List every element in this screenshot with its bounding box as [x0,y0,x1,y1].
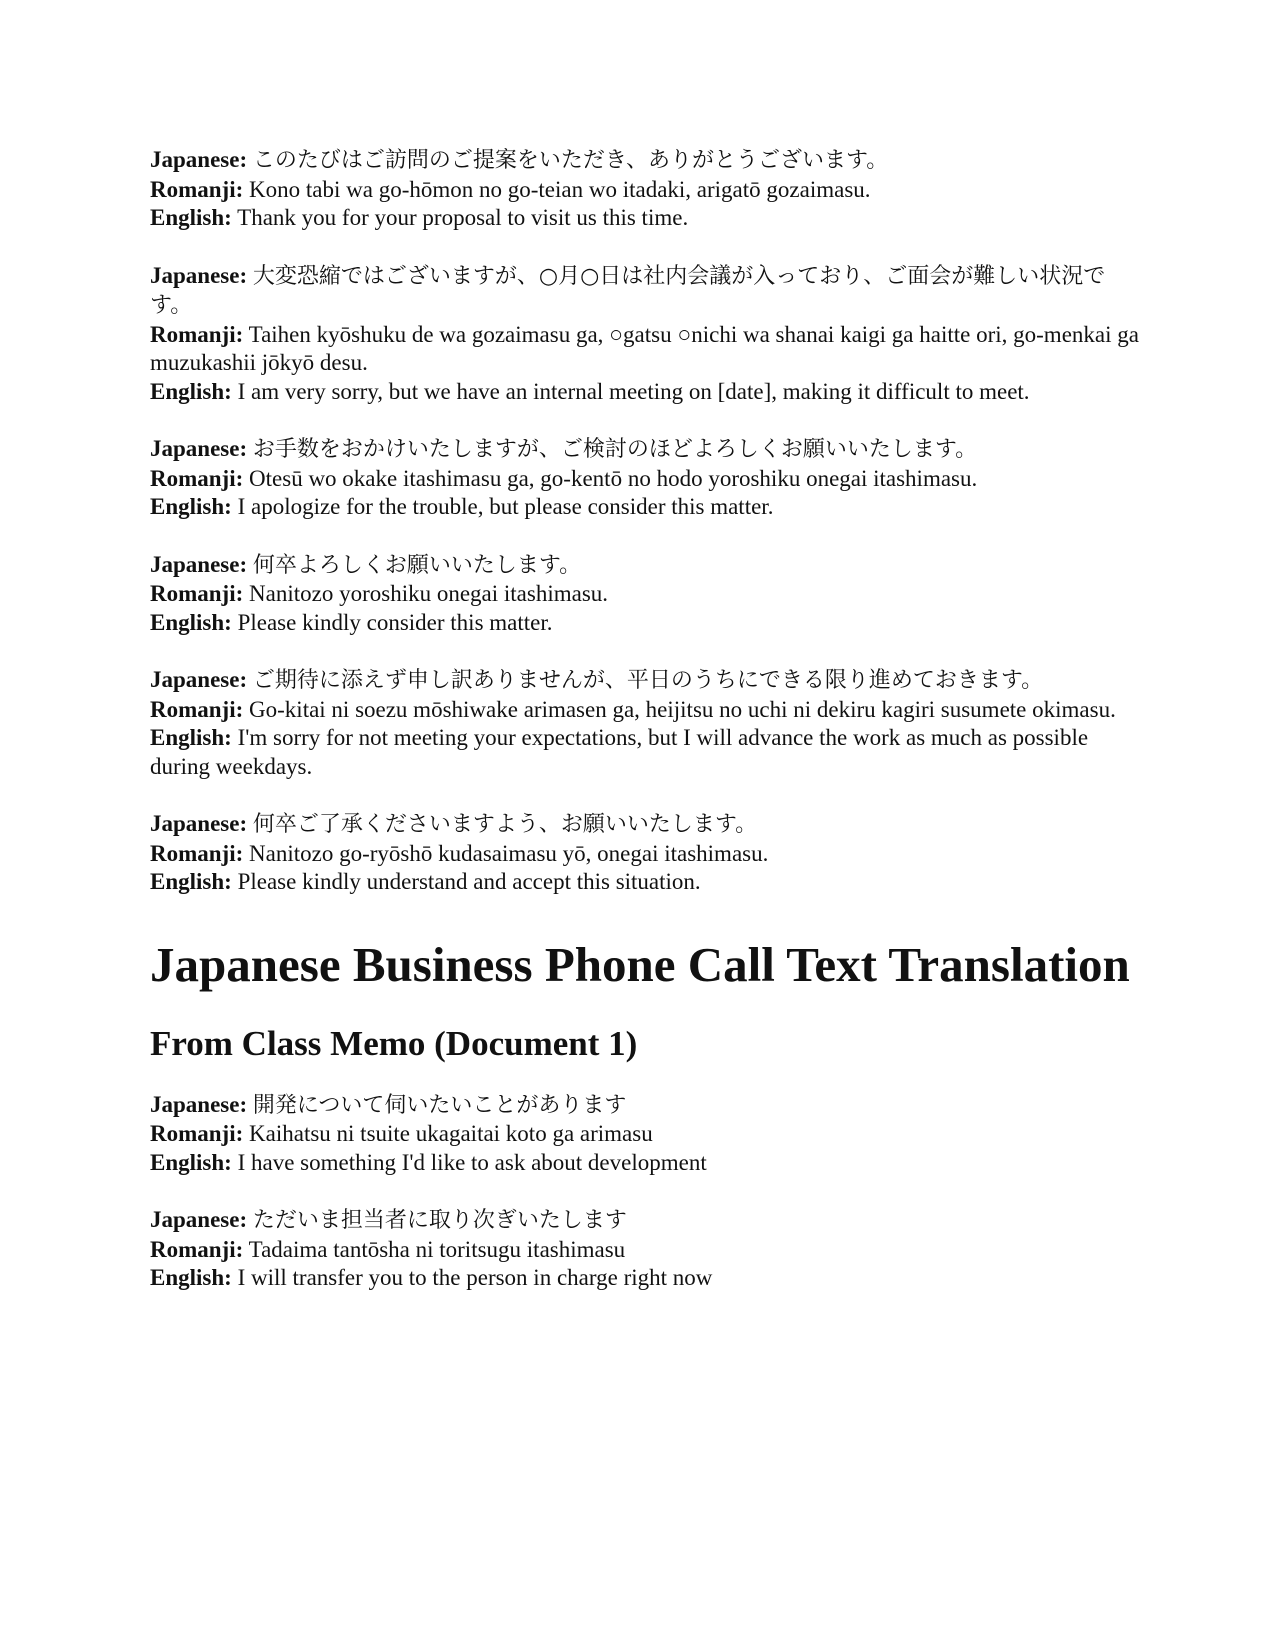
english-text: Please kindly understand and accept this situation. [237,869,701,894]
romanji-text: Nanitozo yoroshiku onegai itashimasu. [249,581,609,606]
japanese-text: ご期待に添えず申し訳ありませんが、平日のうちにできる限り進めておきます。 [252,668,1044,693]
romanji-label: Romanji: [150,321,244,347]
romanji-line [150,580,1140,609]
japanese-label: Japanese: [150,1091,248,1117]
english-label: English: [150,609,232,635]
english-line [150,609,1140,638]
english-label: English: [150,1149,232,1175]
english-text: I will transfer you to the person in charge right now [237,1265,713,1290]
romanji-text: Tadaima tantōsha ni toritsugu itashimasu [248,1236,626,1262]
japanese-label: Japanese: [150,147,248,172]
romanji-text: Taihen kyōshuku de wa gozaimasu ga, ○gatsu ○nichi wa shanai kaigi ga haitte ori, go-menkai ga muzukashii jōkyō desu. [150,321,1139,375]
romanji-line [150,465,1140,494]
english-label: English: [150,494,232,519]
romanji-text: Nanitozo go-ryōshō kudasaimasu yō, onegai itashimasu. [249,840,769,866]
document-page [150,146,1140,1322]
english-line [150,724,1140,781]
japanese-label: Japanese: [150,667,248,692]
japanese-line [150,666,1140,696]
japanese-text: ただいま担当者に取り次ぎいたします [252,1208,627,1233]
section-heading: Japanese Business Phone Call Text Translation [150,936,1130,992]
translation-entry [150,551,1140,638]
english-text: Thank you for your proposal to visit us this time. [237,205,689,230]
japanese-line [150,551,1140,581]
english-label: English: [150,869,232,894]
romanji-line [150,696,1140,725]
japanese-text: このたびはご訪問のご提案をいただき、ありがとうございます。 [252,148,889,173]
japanese-label: Japanese: [150,1207,248,1232]
romanji-label: Romanji: [150,1236,244,1262]
japanese-line [150,435,1140,465]
japanese-line [150,146,1140,176]
japanese-line [150,810,1140,840]
translation-entry [150,1206,1140,1293]
romanji-line [150,176,1140,205]
translation-entry [150,666,1140,781]
japanese-line [150,1206,1140,1236]
romanji-line [150,1236,1140,1265]
english-label: English: [150,205,232,230]
romanji-line [150,1120,1140,1149]
english-line [150,868,1140,897]
english-line [150,1149,1140,1178]
japanese-line [150,262,1140,321]
romanji-label: Romanji: [150,176,244,202]
romanji-line [150,840,1140,869]
japanese-label: Japanese: [150,436,248,461]
japanese-text: 何卒ご了承くださいますよう、お願いいたします。 [252,812,758,837]
translation-entry [150,262,1140,407]
romanji-label: Romanji: [150,1121,244,1146]
english-label: English: [150,725,232,750]
english-text: I am very sorry, but we have an internal meeting on [date], making it difficult to meet. [237,378,1030,404]
english-label: English: [150,378,232,404]
translation-entry [150,435,1140,522]
english-line [150,378,1140,407]
english-text: Please kindly consider this matter. [237,609,553,635]
english-text: I have something I'd like to ask about development [237,1149,707,1175]
japanese-text: 何卒よろしくお願いいたします。 [252,552,582,578]
romanji-text: Kono tabi wa go-hōmon no go-teian wo itadaki, arigatō gozaimasu. [249,176,871,202]
english-text: I'm sorry for not meeting your expectations, but I will advance the work as much as possible during weekdays. [150,725,1089,779]
japanese-text: 開発について伺いたいことがあります [252,1092,627,1118]
japanese-line [150,1091,1140,1121]
japanese-label: Japanese: [150,551,248,577]
english-line [150,493,1140,522]
romanji-label: Romanji: [150,696,244,722]
english-text: I apologize for the trouble, but please consider this matter. [237,494,774,519]
japanese-label: Japanese: [150,262,248,288]
english-line [150,204,1140,233]
romanji-line [150,321,1140,378]
japanese-text: 大変恐縮ではございますが、○月○日は社内会議が入っており、ご面会が難しい状況です。 [150,263,1106,318]
romanji-text: Go-kitai ni soezu mōshiwake arimasen ga, heijitsu no uchi ni dekiru kagiri susumete okimasu. [249,696,1116,722]
section-subheading: From Class Memo (Document 1) [150,1023,638,1063]
romanji-text: Kaihatsu ni tsuite ukagaitai koto ga arimasu [249,1121,653,1146]
romanji-label: Romanji: [150,581,244,606]
romanji-label: Romanji: [150,840,244,866]
romanji-label: Romanji: [150,465,244,491]
translation-entry [150,1091,1140,1178]
translation-entry [150,146,1140,233]
japanese-label: Japanese: [150,811,248,836]
english-line [150,1264,1140,1293]
translation-entry [150,810,1140,897]
romanji-text: Otesū wo okake itashimasu ga, go-kentō no hodo yoroshiku onegai itashimasu. [249,465,978,491]
japanese-text: お手数をおかけいたしますが、ご検討のほどよろしくお願いいたします。 [252,437,978,462]
english-label: English: [150,1265,232,1290]
